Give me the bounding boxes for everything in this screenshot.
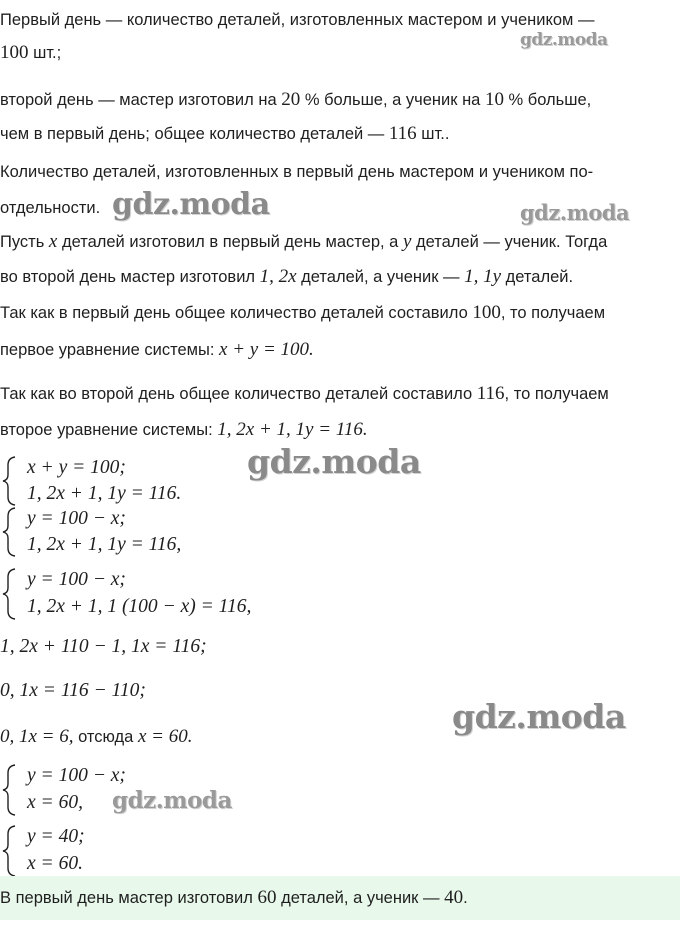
- equation: y = 40;: [27, 826, 85, 847]
- curly-brace-icon: [2, 764, 18, 816]
- equation: 0, 1x = 116 − 110;: [0, 680, 146, 701]
- text-line: Так как в первый день общее количество деталей составило 100, то получаем: [0, 302, 606, 323]
- answer-box: В первый день мастер изготовил 60 деталей, а ученик — 40.: [0, 876, 680, 920]
- watermark: gdz.moda: [520, 30, 608, 50]
- text-line: второй день — мастер изготовил на 20 % больше, а ученик на 10 % больше,: [0, 89, 592, 110]
- curly-brace-icon: [2, 825, 18, 877]
- curly-brace-icon: [2, 456, 18, 506]
- equation: x = 60.: [27, 853, 83, 874]
- watermark: gdz.moda: [520, 200, 630, 225]
- watermark: gdz.moda: [247, 442, 421, 481]
- text-line: второе уравнение системы: 1, 2x + 1, 1y = 116.: [0, 419, 368, 440]
- equation: x = 60,: [27, 792, 83, 813]
- equation: 0, 1x = 6, отсюда x = 60.: [0, 726, 193, 747]
- text-line: Пусть x деталей изготовил в первый день мастер, а y деталей — ученик. Тогда: [0, 231, 608, 252]
- watermark: gdz.moda: [112, 787, 232, 814]
- text-line: чем в первый день; общее количество деталей — 116 шт..: [0, 123, 450, 144]
- equation: x + y = 100;: [27, 457, 126, 478]
- watermark: gdz.moda: [452, 697, 626, 736]
- equation: 1, 2x + 110 − 1, 1x = 116;: [0, 636, 207, 657]
- text-line: во второй день мастер изготовил 1, 2x деталей, а ученик — 1, 1y деталей.: [0, 266, 574, 287]
- curly-brace-icon: [2, 507, 18, 557]
- text-line: первое уравнение системы: x + y = 100.: [0, 339, 314, 360]
- equation: y = 100 − x;: [27, 765, 126, 786]
- text-line: отдельности.: [0, 199, 101, 217]
- equation: 1, 2x + 1, 1 (100 − x) = 116,: [27, 596, 252, 617]
- text-line: Первый день — количество деталей, изготовленных мастером и учеником —: [0, 11, 595, 29]
- watermark: gdz.moda: [112, 187, 270, 222]
- equation: 1, 2x + 1, 1y = 116,: [27, 534, 182, 555]
- equation: y = 100 − x;: [27, 569, 126, 590]
- text-line: Количество деталей, изготовленных в первый день мастером и учеником по-: [0, 163, 594, 181]
- text-line: 100 шт.;: [0, 42, 62, 63]
- equation: y = 100 − x;: [27, 508, 126, 529]
- text-line: Так как во второй день общее количество деталей составило 116, то получаем: [0, 383, 609, 404]
- equation: 1, 2x + 1, 1y = 116.: [27, 483, 182, 504]
- curly-brace-icon: [2, 568, 18, 620]
